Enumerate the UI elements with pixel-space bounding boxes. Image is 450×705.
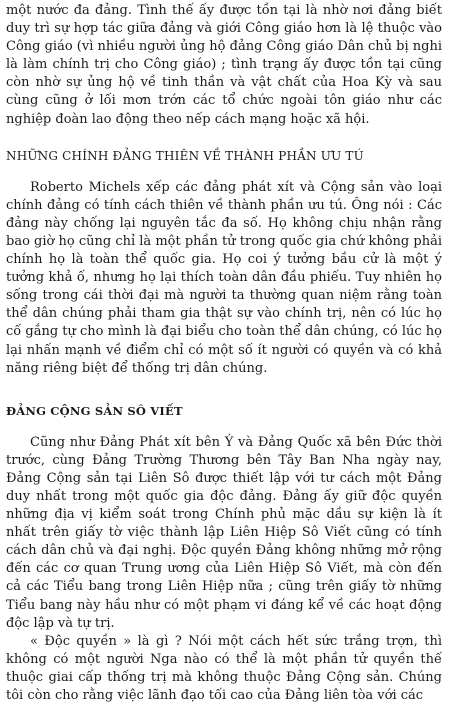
paragraph-monopoly: « Độc quyền » là gì ? Nói một cách hết sức trắng trợn, thì không có một người Nga nào có thể là một phần tử quyền thế thuộc giai cấp thống trị mà không thuộc Đảng Cộng sản. Chúng tôi còn cho rằng việc lãnh đạo tối cao của Đảng liên tòa với các (6, 633, 442, 703)
paragraph-catholic-party: một nước đa đảng. Tình thế ấy được tồn tại là nhờ nơi đảng biết duy trì sự hợp tác giữa đảng và giới Công giáo hơn là lệ thuộc vào Công giáo (vì nhiều người ủng hộ đảng Công giáo Dân chủ bị nghi là làm chính trị cho Công giáo) ; tình trạng ấy được tồn tại cũng còn nhờ sự ủng hộ về tinh thần và vật chất của Hoa Kỳ và sau cùng cũng ở lối mơn trớn các tổ chức ngoài tôn giáo như các nghiệp đoàn lao động theo nếp cách mạng hoặc xã hội. (6, 3, 442, 127)
section-heading-elitist-parties: NHỮNG CHÍNH ĐẢNG THIÊN VỀ THÀNH PHẦN ƯU TÚ (6, 148, 364, 163)
paragraph-single-party: Cũng như Đảng Phát xít bên Ý và Đảng Quốc xã bên Đức thời trước, cùng Đảng Trường Thương bên Tây Ban Nha ngày nay, Đảng Cộng sản tại Liên Sô được thiết lập với tư cách một Đảng duy nhất trong một quốc gia độc đảng. Đảng ấy giữ độc quyền những địa vị kiểm soát trong Chính phủ mặc dầu sự kiện là ít nhất trên giấy tờ việc thành lập Liên Hiệp Sô Viết cũng có tính cách dân chủ và đại nghị. Độc quyền Đảng không những mở rộng đến các cơ quan Trung ương của Liên Hiệp Sô Viết, mà còn đến cả các Tiểu bang trong Liên Hiệp nữa ; cũng trên giấy tờ những Tiểu bang này hầu như có một phạm vi đáng kể về các hoạt động độc lập và tự trị. (6, 434, 442, 631)
section-heading-soviet-communist-party: ĐẢNG CỘNG SẢN SÔ VIẾT (6, 403, 183, 418)
paragraph-michels: Roberto Michels xếp các đảng phát xít và Cộng sản vào loại chính đảng có tính cách thiên về thành phần ưu tú. Ông nói : Các đảng này chống lại nguyên tắc đa số. Họ không chịu nhận rằng bao giờ họ cũng chỉ là một phần tử trong quốc gia chứ không phải chính họ là toàn thể quốc gia. Họ coi ý tưởng bầu cử là một ý tưởng khả ố, nhưng họ lại thích toàn dân đầu phiếu. Tuy nhiên họ sống trong cái thời đại mà người ta thường quan niệm rằng toàn thể dân chúng phải tham gia thật sự vào chính trị, nên có lúc họ cố gắng tự cho mình là đại biểu cho toàn thể dân chúng, có lúc họ lại nhấn mạnh về điểm chỉ có một số ít người có quyền và có khả năng riêng biệt để thống trị dân chúng. (6, 179, 442, 376)
